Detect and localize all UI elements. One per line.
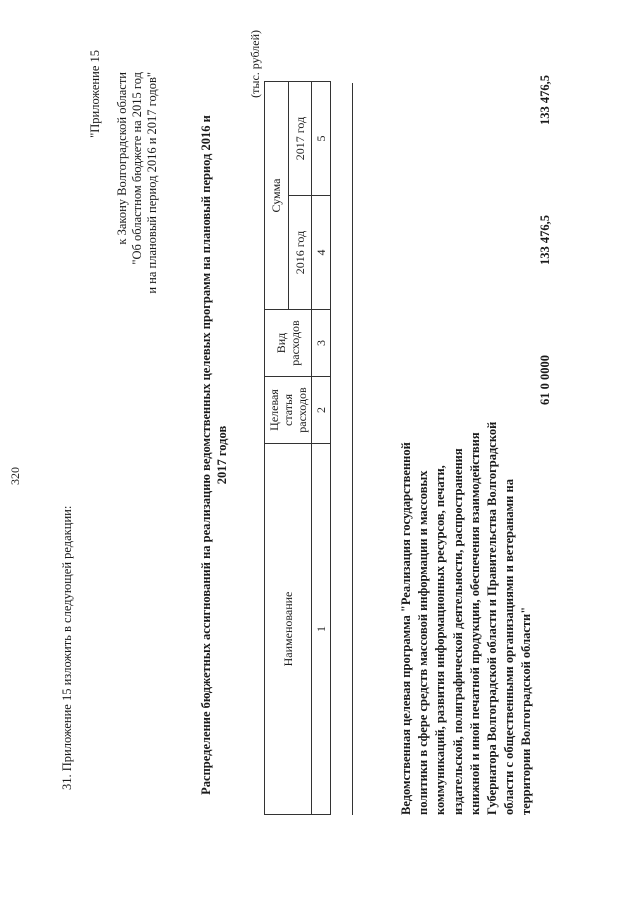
program-name: Ведомственная целевая программа "Реализация государственной политики в сфере средств массовой информации и массовых коммуникаций, развития информационных ресурсов, печати, издательской, полиграфической деятельности, распространения книжной и иной печатной продукции, обеспечения взаимодействия Губернатора Волгоградской области и Правительства Волгоградской области с общественными организациями и ветеранами на территории Волгоградской области" [399, 421, 534, 815]
table-bottom-rule [352, 83, 353, 815]
program-code: 61 0 0000 [538, 355, 552, 405]
appendix-line: к Закону Волгоградской области [115, 72, 129, 245]
budget-table-header [264, 81, 331, 815]
intro-text: 31. Приложение 15 изложить в следующей редакции: [60, 505, 74, 790]
appendix-line: и на плановый период 2016 и 2017 годов" [145, 72, 159, 294]
header-target: Целевая статья расходов [265, 377, 312, 444]
column-number: 2 [312, 377, 331, 444]
column-number: 3 [312, 310, 331, 377]
program-value-2017: 133 476,5 [538, 75, 552, 125]
header-name: Наименование [265, 444, 312, 815]
units-label: (тыс. рублей) [248, 30, 262, 98]
document-title: Распределение бюджетных ассигнований на реализацию ведомственных целевых программ на плановый период 2016 и 2017 годов [199, 115, 229, 795]
appendix-title: "Приложение 15 [88, 50, 102, 138]
header-kind: Вид расходов [265, 310, 312, 377]
column-number: 5 [312, 82, 331, 196]
header-2016: 2016 год [288, 196, 312, 310]
header-sum: Сумма [265, 82, 289, 310]
program-value-2016: 133 476,5 [538, 215, 552, 265]
appendix-reference [115, 72, 160, 294]
column-number: 4 [312, 196, 331, 310]
page-number: 320 [8, 467, 22, 485]
appendix-line: "Об областном бюджете на 2015 год [130, 72, 144, 265]
column-number: 1 [312, 444, 331, 815]
header-2017: 2017 год [288, 82, 312, 196]
